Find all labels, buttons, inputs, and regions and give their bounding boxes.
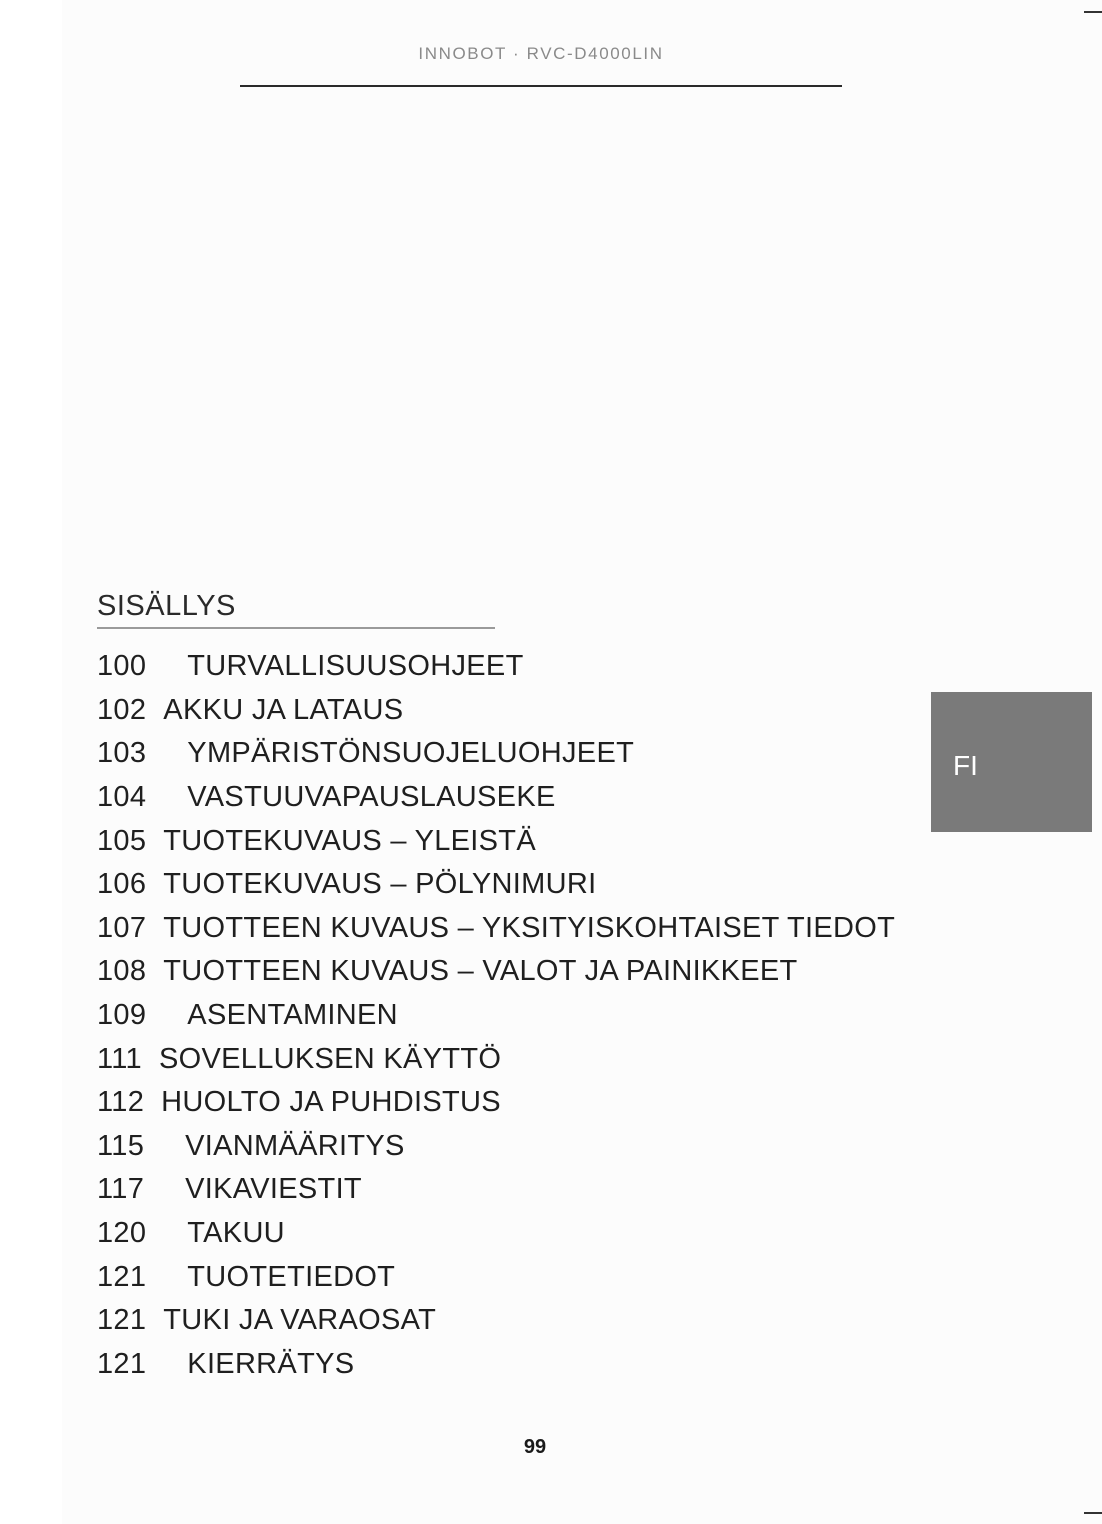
toc-page-number: 106 [97,868,147,901]
toc-item[interactable] [97,907,895,951]
toc-item[interactable] [97,1343,895,1387]
toc-page-number: 103 [97,737,147,770]
toc-item[interactable] [97,1081,895,1125]
toc-item[interactable] [97,1212,895,1256]
language-tab [931,692,1092,832]
toc-heading: SISÄLLYS [97,590,236,622]
toc-page-number: 102 [97,693,147,726]
toc-page-number: 107 [97,911,147,944]
crop-mark-top [1084,11,1102,13]
toc-list [97,645,895,1386]
toc-heading-divider [97,627,495,629]
toc-page-number: 121 [97,1304,147,1337]
document-header: INNOBOT · RVC-D4000LIN [418,44,664,63]
toc-item[interactable] [97,1168,895,1212]
toc-page-number: 121 [97,1347,147,1380]
toc-title: VIKAVIESTIT [185,1173,362,1206]
toc-item[interactable] [97,689,895,733]
toc-title: TUOTETIEDOT [187,1260,396,1293]
toc-title: TUOTEKUVAUS – YLEISTÄ [163,824,536,857]
toc-item[interactable] [97,994,895,1038]
toc-page-number: 120 [97,1217,147,1250]
toc-item[interactable] [97,863,895,907]
toc-item[interactable] [97,950,895,994]
header-divider [240,85,842,87]
toc-title: ASENTAMINEN [187,999,398,1032]
toc-item[interactable] [97,819,895,863]
toc-page-number: 111 [97,1042,142,1075]
toc-title: SOVELLUKSEN KÄYTTÖ [158,1042,502,1075]
toc-item[interactable] [97,1255,895,1299]
toc-title: KIERRÄTYS [187,1347,355,1380]
toc-page-number: 108 [97,955,147,988]
crop-mark-bottom [1084,1512,1102,1514]
toc-title: AKKU JA LATAUS [163,693,404,726]
toc-item[interactable] [97,645,895,689]
toc-title: VIANMÄÄRITYS [185,1129,405,1162]
toc-page-number: 109 [97,999,147,1032]
toc-item[interactable] [97,1125,895,1169]
toc-page-number: 115 [97,1129,145,1162]
toc-title: TAKUU [187,1217,285,1250]
toc-title: HUOLTO JA PUHDISTUS [161,1086,501,1119]
toc-item[interactable] [97,776,895,820]
toc-title: TUOTTEEN KUVAUS – YKSITYISKOHTAISET TIEDOT [163,911,896,944]
toc-page-number: 117 [97,1173,145,1206]
toc-page-number: 100 [97,650,147,683]
language-tab-label: FI [953,750,978,781]
toc-page-number: 112 [97,1086,145,1119]
page-number: 99 [523,1436,547,1458]
toc-item[interactable] [97,1037,895,1081]
toc-item[interactable] [97,732,895,776]
toc-title: TUOTTEEN KUVAUS – VALOT JA PAINIKKEET [163,955,798,988]
toc-page-number: 105 [97,824,147,857]
toc-title: VASTUUVAPAUSLAUSEKE [187,781,556,814]
toc-page-number: 104 [97,781,147,814]
toc-title: TURVALLISUUSOHJEET [187,650,524,683]
toc-item[interactable] [97,1299,895,1343]
toc-title: TUOTEKUVAUS – PÖLYNIMURI [163,868,597,901]
toc-title: TUKI JA VARAOSAT [163,1304,437,1337]
toc-title: YMPÄRISTÖNSUOJELUOHJEET [187,737,635,770]
toc-page-number: 121 [97,1260,147,1293]
